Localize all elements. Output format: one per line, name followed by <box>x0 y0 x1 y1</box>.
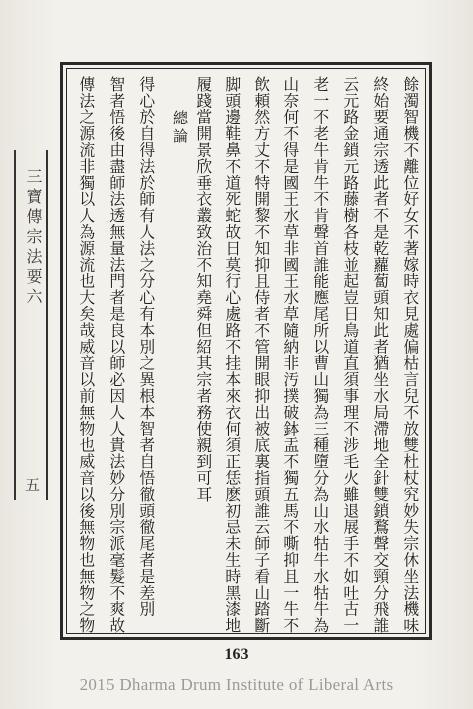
text-column: 飲頼然方丈不特開黎不知抑且侍者不管開眼抑出被底裏指頭誰云師子看山踏斷 <box>251 76 271 634</box>
footer-credit: 2015 Dharma Drum Institute of Liberal Arts <box>79 675 394 694</box>
text-column: 云元路金鎖元路藤樹各枝並起豈日鳥道直須事理不涉毛火雖退展手不如吐古一 <box>340 76 360 634</box>
text-column: 山奈何不得是國王水草非國王水草隨納非汚撲破鉢盂不獨五馬不嘶抑且一牛不 <box>280 76 300 634</box>
text-column: 履踐當開景欣垂衣叢致治不知堯舜但紹其宗者務使親到可耳 <box>193 76 213 503</box>
section-heading: 總論 <box>171 110 189 146</box>
text-column: 終始要通宗透此者不是乾蘿蔔頭知此者猶坐水局滯地全針雙鎖鶩聲交頸分飛誰 <box>370 76 390 634</box>
text-column: 智者悟後由盡師法透無量法門者是良以師必因人人貴法妙分別宗派毫髮不爽故 <box>106 76 126 634</box>
side-page-number: 五 <box>23 477 41 492</box>
text-column: 老一不老牛肯牛不肯聲首誰能應尾所以曹山獨為三種墮分為山水牯牛水牯牛為 <box>310 76 330 634</box>
text-column: 脚頭邊鞋鼻不道死蛇故日莫行心處路不挂本來衣何須正恁麽初忌未生時黑漆地 <box>222 76 242 634</box>
text-column: 傳法之源流非獨以人為源流也大矣哉威音以前無物也威音以後無物也無物之物 <box>76 76 96 634</box>
page-number: 163 <box>224 646 249 663</box>
text-column: 得心於自得法於師有人法之分心有本別之異根本智者自悟徹頭徹尾者是差別 <box>136 76 156 618</box>
side-title-band <box>14 150 48 500</box>
side-title: 三寶傳宗法要六 <box>24 168 43 308</box>
text-column: 餘濁智機不離位好女不著嫁時衣見處偏枯言兒不放雙杜杖究妙失宗休坐法機味 <box>400 76 420 634</box>
